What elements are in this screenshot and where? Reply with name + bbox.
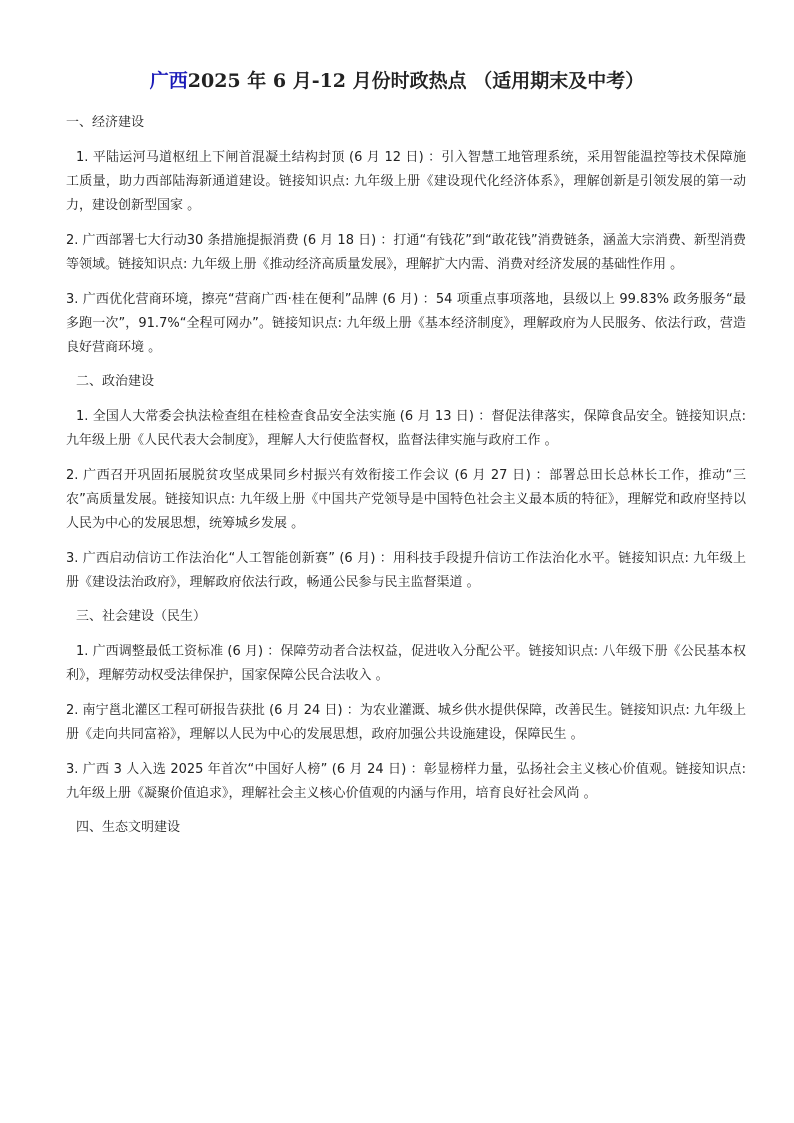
- title-text: 2025 年 6 月-12 月份时政热点 （适用期末及中考）: [187, 70, 645, 92]
- section-heading-ecology: 四、生态文明建设: [76, 820, 181, 835]
- list-item: 3. 广西启动信访工作法治化“人工智能创新赛” (6 月) ：用科技手段提升信访工作法治化水平。链接知识点: 九年级上册《建设法治政府》，理解政府依法行政，畅通公民参与民主监督渠道 。: [66, 551, 746, 590]
- section-heading-society: 三、社会建设（民生）: [76, 609, 207, 624]
- list-item: 2. 广西召开巩固拓展脱贫攻坚成果同乡村振兴有效衔接工作会议 (6 月 27 日) ：部署总田长总林长工作，推动“三农”高质量发展。链接知识点: 九年级上册《中国共产党领导是中国特色社会主义最本质的特征》，理解党和政府坚持以人民为中心的发展思想，统筹城乡发展 。: [66, 468, 746, 531]
- list-item: 1. 全国人大常委会执法检查组在桂检查食品安全法实施 (6 月 13 日) ：督促法律落实，保障食品安全。链接知识点: 九年级上册《人民代表大会制度》，理解人大行使监督权，监督法律实施与政府工作 。: [66, 409, 746, 448]
- list-item: 2. 广西部署七大行动30 条措施提振消费 (6 月 18 日) ：打通“有钱花”到“敢花钱”消费链条，涵盖大宗消费、新型消费等领域。链接知识点: 九年级上册《推动经济高质量发展》，理解扩大内需、消费对经济发展的基础性作用 。: [66, 233, 746, 272]
- document-title: [0, 68, 794, 94]
- section-heading-politics: 二、政治建设: [76, 374, 155, 389]
- list-item: 3. 广西优化营商环境，擦亮“营商广西·桂在便利”品牌 (6 月) ：54 项重点事项落地，县级以上 99.83% 政务服务“最多跑一次”，91.7%“全程可网办”。链接知识点: 九年级上册《基本经济制度》，理解政府为人民服务、依法行政，营造良好营商环境 。: [66, 292, 746, 355]
- list-item: 1. 广西调整最低工资标准 (6 月) ：保障劳动者合法权益，促进收入分配公平。链接知识点: 八年级下册《公民基本权利》，理解劳动权受法律保护，国家保障公民合法收入 。: [66, 644, 746, 683]
- document-body: [66, 112, 746, 851]
- section-heading-economy: 一、经济建设: [66, 115, 145, 130]
- list-item: 3. 广西 3 人入选 2025 年首次“中国好人榜” (6 月 24 日) ：彰显榜样力量，弘扬社会主义核心价值观。链接知识点: 九年级上册《凝聚价值追求》，理解社会主义核心价值观的内涵与作用，培育良好社会风尚 。: [66, 762, 746, 801]
- list-item: 1. 平陆运河马道枢纽上下闸首混凝土结构封顶 (6 月 12 日) ：引入智慧工地管理系统，采用智能温控等技术保障施工质量，助力西部陆海新通道建设。链接知识点: 九年级上册《建设现代化经济体系》，理解创新是引领发展的第一动力，建设创新型国家 。: [66, 150, 746, 213]
- list-item: 2. 南宁邕北灌区工程可研报告获批 (6 月 24 日) ：为农业灌溉、城乡供水提供保障，改善民生。链接知识点: 九年级上册《走向共同富裕》，理解以人民为中心的发展思想，政府加强公共设施建设，保障民生 。: [66, 703, 746, 742]
- title-highlight: 广西: [149, 70, 188, 92]
